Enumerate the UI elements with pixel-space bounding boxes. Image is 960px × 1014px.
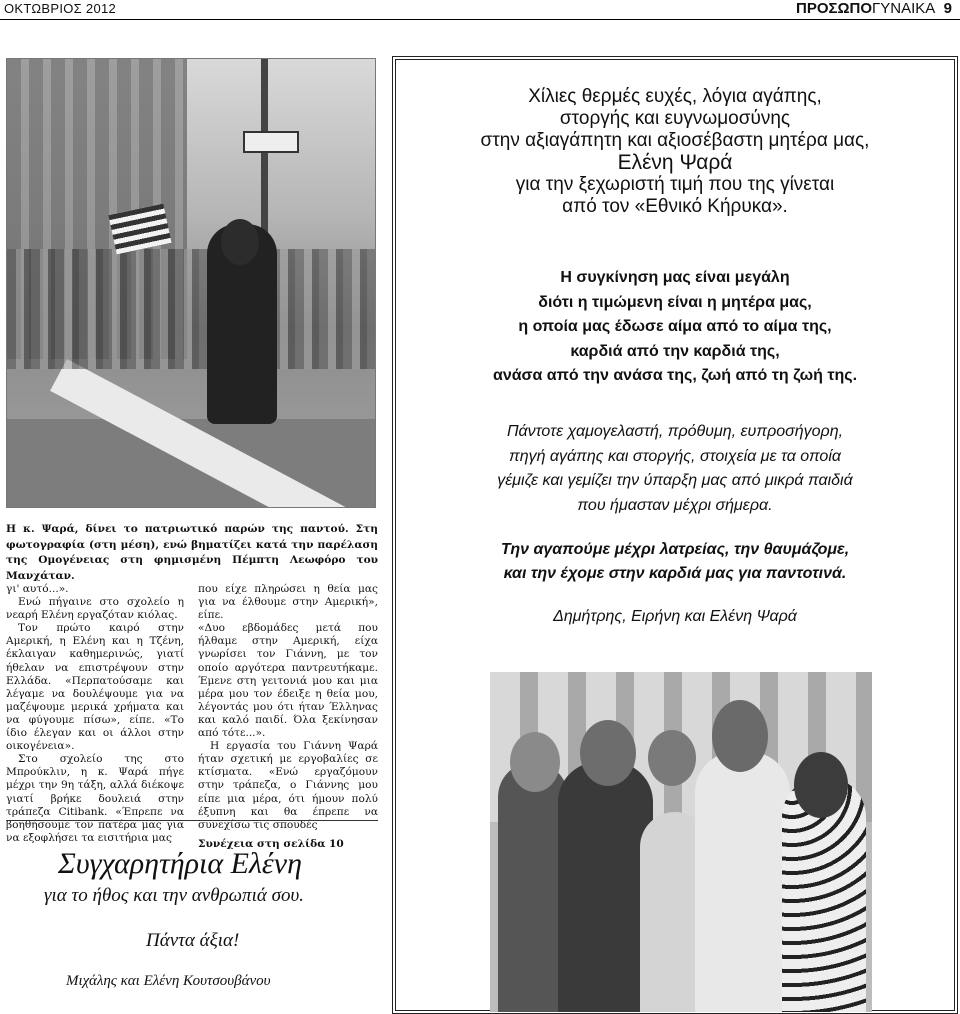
greeting-note: Πάντα άξια! bbox=[146, 930, 240, 951]
article-column-1 bbox=[6, 583, 184, 845]
paragraph: Ενώ πήγαινε στο σχολείο η νεαρή Ελένη εργαζόταν κιόλας. bbox=[6, 596, 184, 622]
honoree-name: Ελένη Ψαρά bbox=[617, 151, 733, 174]
section-header bbox=[796, 0, 952, 17]
paragraph: που είχε πληρώσει η θεία μας για να έλθουμε στην Αμερική», είπε. bbox=[198, 583, 378, 622]
paragraph: Η εργασία του Γιάννη Ψαρά ήταν σχετική με εργοβαλίες σε κτίσματα. «Ενώ εργαζόμουν στην τράπεζα, ο Γιάννης μου είπε μια μέρα, ότι ήμουν πολύ έξυπνη και θα έπρεπε να συνεχίσω τις σπουδές bbox=[198, 740, 378, 831]
tribute-signature: Δημήτρης, Ειρήνη και Ελένη Ψαρά bbox=[553, 608, 797, 625]
tribute-emotion: Η συγκίνηση μας είναι μεγάλη διότι η τιμώμενη είναι η μητέρα μας, η οποία μας έδωσε αίμα από το αίμα της, καρδιά από την καρδιά της, ανάσα από την ανάσα της, ζωή από τη ζωή της. bbox=[492, 269, 858, 384]
tribute-character: Πάντοτε χαμογελαστή, πρόθυμη, ευπροσήγορη, πηγή αγάπης και στοργής, στοιχεία με τα οποία γέμιζε και γεμίζει την ύπαρξη μας από μικρά παιδιά που ήμασταν μέχρι σήμερα. bbox=[497, 423, 853, 514]
issue-date: ΟΚΤΩΒΡΙΟΣ 2012 bbox=[4, 1, 117, 16]
header-rule bbox=[0, 19, 960, 20]
section-title-bold: ΠΡΟΣΩΠΟ bbox=[795, 0, 873, 17]
tribute-love: Την αγαπούμε μέχρι λατρείας, την θαυμάζομε, και την έχομε στην καρδιά μας για παντοτινά. bbox=[500, 541, 850, 582]
greeting-subtitle: για το ήθος και την ανθρωπιά σου. bbox=[44, 885, 304, 906]
paragraph: «Δυο εβδομάδες μετά που ήλθαμε στην Αμερική, είχα γνωρίσει τον Γιάννη, με τον οποίο αργότερα παντρευτήκαμε. Έμενε στη γειτονιά μου και μια μέρα μου τον έδειξε η θεία μου, λέγοντάς μου ότι ήταν Έλληνας και καλό παιδί. Όλα ξεκίνησαν από τότε...». bbox=[198, 622, 378, 740]
greeting-title: Συγχαρητήρια Ελένη bbox=[58, 847, 302, 880]
continued-link[interactable]: Συνέχεια στη σελίδα 10 bbox=[198, 837, 344, 850]
greeting-box bbox=[6, 820, 378, 1014]
paragraph: γι' αυτό...». bbox=[6, 583, 69, 595]
page-number: 9 bbox=[943, 0, 952, 17]
section-title-rest: ΓΥΝΑΙΚΑ bbox=[872, 0, 936, 17]
tribute-intro: Χίλιες θερμές ευχές, λόγια αγάπης, στοργής και ευγνωμοσύνης στην αξιαγάπητη και αξιοσέβαστη μητέρα μας, Ελένη Ψαρά για την ξεχωριστή τιμή που της γίνεται από τον «Εθνικό Κήρυκα». bbox=[392, 86, 958, 218]
article-column-2 bbox=[198, 583, 378, 851]
paragraph: Τον πρώτο καιρό στην Αμερική, η Ελένη και η Τζένη, έκλαιγαν καθημερινώς, γιατί ήθελαν να επιστρέψουν στην Ελλάδα. «Περπατούσαμε και λέγαμε να δουλέψουμε για να μαζέψουμε μερικά χρήματα και να φύγουμε πίσω», είπε. «Το ίδιο έλεγαν και οι άλλοι στην οικογένεια». bbox=[6, 622, 184, 753]
photo-caption: Η κ. Ψαρά, δίνει το πατριωτικό παρών της παντού. Στη φωτογραφία (στη μέση), ενώ βηματίζει κατά την παρέλαση της Ομογένειας στη φημισμένη Πέμπτη Λεωφόρο του Μανχάταν. bbox=[6, 523, 378, 582]
paragraph: Στο σχολείο της στο Μπρούκλιν, η κ. Ψαρά πήγε μέχρι την 9η τάξη, αλλά διέκοψε γιατί βρήκε δουλειά στην τράπεζα Citibank. «Έπρεπε να βοηθήσουμε τον πατέρα μας για να εξοφλήσει τα εισιτήρια μας bbox=[6, 753, 184, 844]
family-photo bbox=[490, 672, 872, 1012]
parade-photo bbox=[6, 58, 376, 508]
greeting-signature: Μιχάλης και Ελένη Κουτσουβάνου bbox=[66, 973, 271, 989]
